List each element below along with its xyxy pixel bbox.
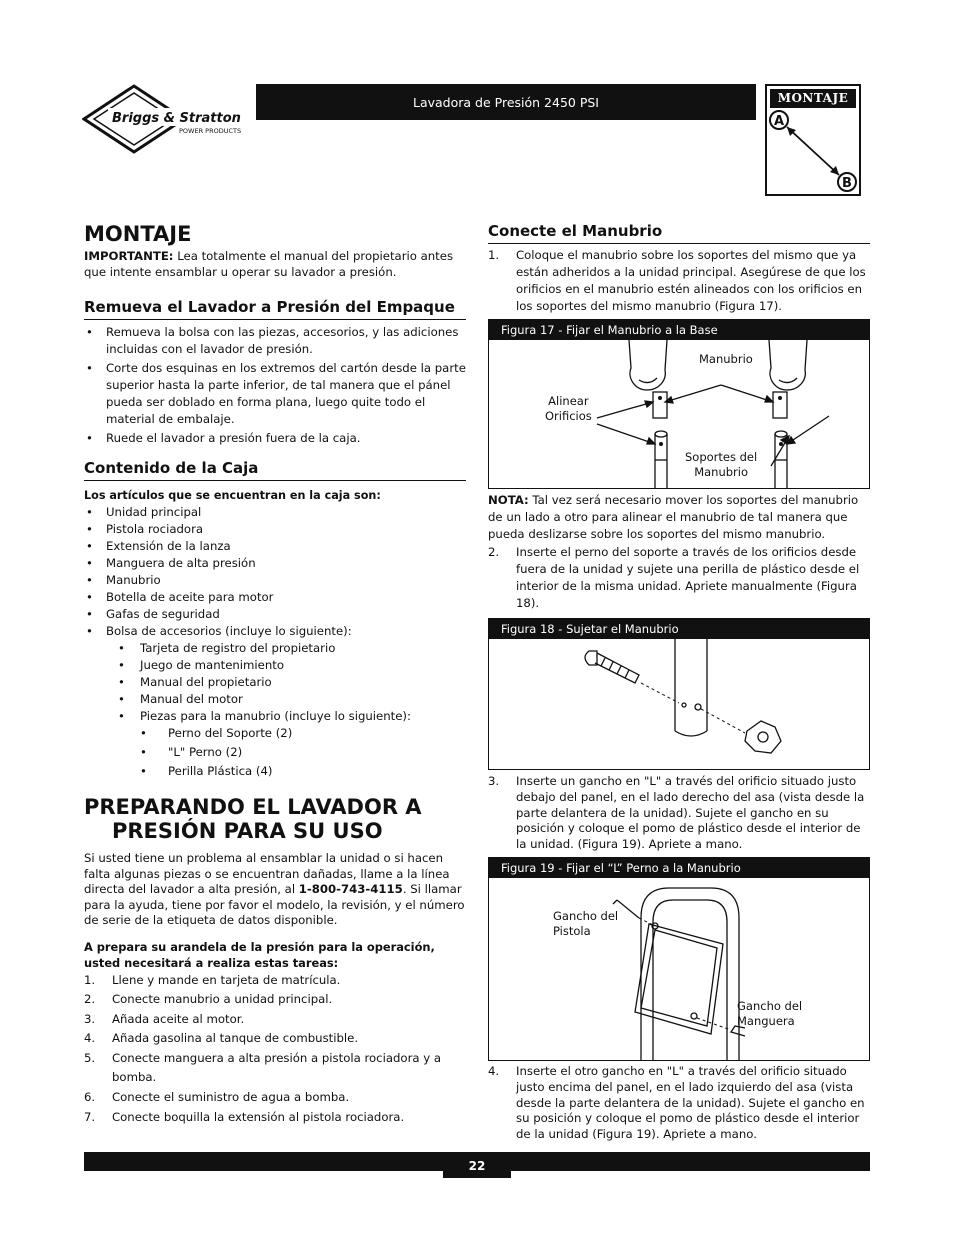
list-item: • Manual del motor [84, 691, 466, 708]
list-item: • Perno del Soporte (2) [84, 725, 466, 742]
figure-17 [488, 319, 870, 489]
section-title-preparando: PREPARANDO EL LAVADOR A PRESIÓN PARA SU USO [84, 795, 422, 843]
list-item: • Extensión de la lanza [84, 538, 466, 555]
list-item: • Piezas para la manubrio (incluye lo siguiente): [84, 708, 466, 725]
list-item: 1. Llene y mande en tarjeta de matrícula. [84, 972, 341, 987]
list-item: • Remueva la bolsa con las piezas, accesorios, y las adiciones incluidas con el lavador de presión. [84, 324, 466, 358]
list-item: • Perilla Plástica (4) [84, 763, 466, 780]
list-item: 4. Inserte el otro gancho en "L" a través del orificio situado justo encima del panel, en el lado izquierdo del asa (vista desde la parte delantera de la unidad). Sujete el gancho en su posición y coloque el pomo de plástico desde el interior de la unidad (Figura 19). Apriete a mano. [488, 1063, 865, 1142]
list-item: • Manguera de alta presión [84, 555, 466, 572]
list-item: • "L" Perno (2) [84, 744, 466, 761]
contents-intro: Los artículos que se encuentran en la caja son: [84, 489, 381, 502]
list-item: 5. Conecte manguera a alta presión a pistola rociadora y a bomba. [84, 1050, 442, 1085]
step-1 [488, 247, 870, 315]
figure-caption: Figura 17 - Fijar el Manubrio a la Base [489, 320, 869, 340]
list-item: • Tarjeta de registro del propietario [84, 640, 466, 657]
list-item: • Botella de aceite para motor [84, 589, 466, 606]
list-item: • Pistola rociadora [84, 521, 466, 538]
list-item: 3. Inserte un gancho en "L" a través del orificio situado justo debajo del panel, en el lado derecho del asa (vista desde la parte delantera de la unidad). Sujete el gancho en su posición y coloque el pomo de plástico desde el interior de la unidad. (Figura 19). Apriete a mano. [488, 774, 865, 852]
hotline-phone: 1-800-743-4115 [298, 882, 403, 896]
page-number: 22 [443, 1152, 511, 1178]
product-title: Lavadora de Presión 2450 PSI [413, 94, 599, 110]
figure-caption: Figura 19 - Fijar el “L” Perno a la Manubrio [489, 858, 869, 878]
section-badge [765, 84, 861, 196]
list-item: • Manubrio [84, 572, 466, 589]
list-item: • Manual del propietario [84, 674, 466, 691]
figure-19 [488, 857, 870, 1061]
left-column [84, 222, 466, 1127]
svg-text:POWER PRODUCTS: POWER PRODUCTS [179, 127, 242, 135]
label-handle: Manubrio [699, 352, 753, 366]
remove-heading: Remueva el Lavador a Presión del Empaque [84, 298, 466, 320]
list-item: • Unidad principal [84, 504, 466, 521]
contents-heading: Contenido de la Caja [84, 459, 466, 481]
figure-18 [488, 618, 870, 770]
briggs-stratton-logo [82, 84, 252, 154]
label-align-holes: Alinear Orificios [545, 394, 592, 423]
list-item: • Corte dos esquinas en los extremos del cartón desde la parte superior hasta la parte inferior, de tal manera que el pánel pueda ser doblado en forma plana, luego quite todo el material de embalaje. [84, 360, 466, 428]
right-column [488, 222, 870, 1143]
contents-list [84, 504, 466, 640]
prep-paragraph: Si usted tiene un problema al ensamblar la unidad o si hacen falta algunas piezas o se encuentran dañadas, llame a la línea directa del lavador a alta presión, al 1-800-743-4115. Si llamar para la ayuda, tiene por favor el modelo, la revisión, y el número de serie de la etiqueta de datos disponible. [84, 851, 465, 927]
list-item: 7. Conecte boquilla la extensión al pistola rociadora. [84, 1109, 405, 1124]
list-item: 1. Coloque el manubrio sobre los soportes del mismo que ya están adheridos a la unidad principal. Asegúrese de que los orificios en el manubrio estén alineados con los orificios en los soportes del mismo manubrio (Figura 17). [488, 248, 866, 313]
label-hose-hook: Gancho del Manguera [737, 998, 803, 1028]
list-item: 4. Añada gasolina al tanque de combustible. [84, 1031, 359, 1046]
important-paragraph: IMPORTANTE: Lea totalmente el manual del propietario antes que intente ensamblar u operar su lavador a presión. [84, 249, 454, 279]
section-title-montaje: MONTAJE [84, 222, 192, 246]
a-to-b-arrow-icon [767, 108, 859, 194]
list-item: • Ruede el lavador a presión fuera de la caja. [84, 430, 466, 447]
label-gun-hook: Gancho del Pistola [553, 908, 619, 938]
step-4 [488, 1064, 870, 1143]
note-paragraph: NOTA: Tal vez será necesario mover los soportes del manubrio de un lado a otro para alinear el manubrio de tal manera que pueda deslizarse sobre los soportes del mismo manubrio. [488, 493, 859, 541]
list-item: • Gafas de seguridad [84, 606, 466, 623]
product-title-bar [256, 84, 756, 120]
step-3 [488, 774, 870, 853]
svg-text:B: B [842, 176, 852, 191]
list-item: 2. Conecte manubrio a unidad principal. [84, 992, 333, 1007]
step-2 [488, 544, 870, 612]
remove-list [84, 324, 466, 447]
label-supports: Soportes del Manubrio [685, 450, 758, 479]
accessory-list [84, 640, 466, 725]
list-item: • Bolsa de accesorios (incluye lo siguiente): [84, 623, 466, 640]
svg-text:Briggs & Stratton: Briggs & Stratton [112, 111, 241, 126]
tasks-intro: A prepara su arandela de la presión para la operación, usted necesitará a realiza estas tareas: [84, 939, 435, 970]
list-item: • Juego de mantenimiento [84, 657, 466, 674]
tasks-list [84, 971, 466, 1128]
list-item: 6. Conecte el suministro de agua a bomba. [84, 1090, 350, 1105]
connect-handle-heading: Conecte el Manubrio [488, 222, 870, 244]
l-bolt-handle-illustration [489, 878, 869, 1060]
figure-caption: Figura 18 - Sujetar el Manubrio [489, 619, 869, 639]
list-item: 2. Inserte el perno del soporte a través de los orificios desde fuera de la unidad y sujete una perilla de plástico desde el interior de la misma unidad. Apriete manualmente (Figura 18). [488, 545, 860, 610]
list-item: 3. Añada aceite al motor. [84, 1011, 245, 1026]
svg-text:A: A [773, 114, 785, 129]
badge-title: MONTAJE [770, 89, 856, 108]
secure-handle-illustration [489, 639, 869, 769]
handle-parts-list [84, 725, 466, 780]
